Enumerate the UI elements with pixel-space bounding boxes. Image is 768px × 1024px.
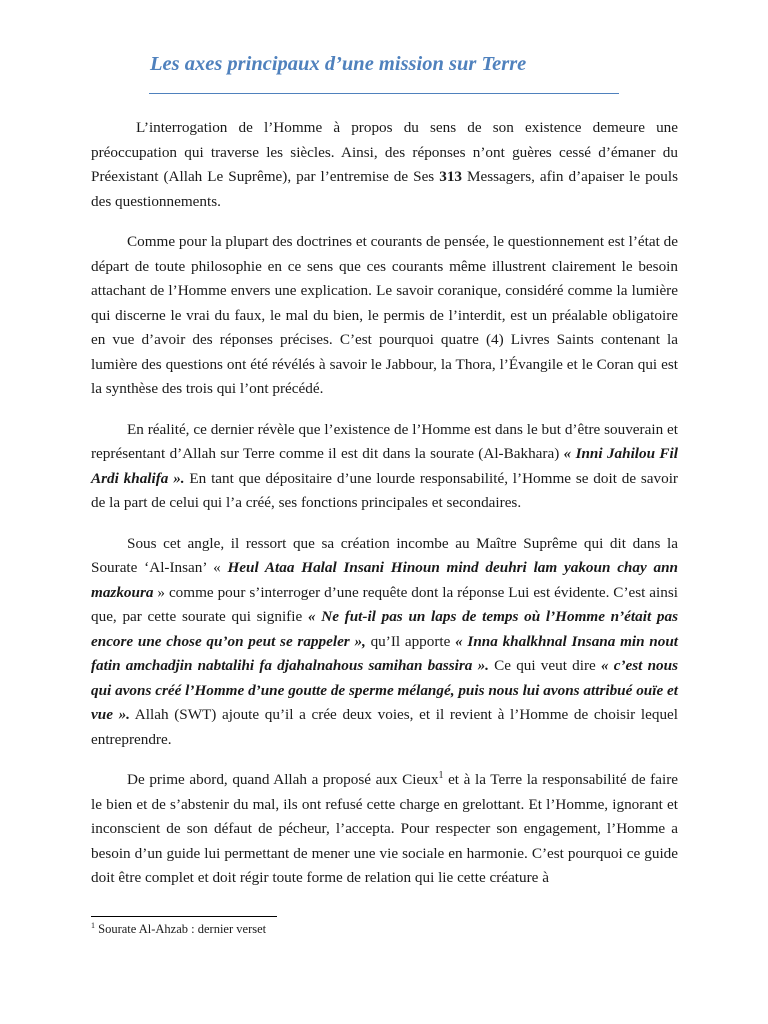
footnote-number: 1 <box>91 920 95 930</box>
paragraph-5-text-a: De prime abord, quand Allah a proposé aux Cieux <box>127 771 439 788</box>
quote-inna-khalkhnal: « Inna khalkhnal Insana min nout fatin amchadjin nabtalihi fa djahalnahous samihan bassira ». <box>91 632 678 674</box>
page-title: Les axes principaux d’une mission sur Terre <box>150 53 527 75</box>
paragraph-1 <box>91 116 678 214</box>
paragraph-5 <box>91 768 678 891</box>
document-body <box>91 116 678 907</box>
footnote <box>91 921 266 937</box>
paragraph-4 <box>91 532 678 753</box>
paragraph-2-text: Comme pour la plupart des doctrines et courants de pensée, le questionnement est l’état de départ de toute philosophie en ce sens que ces courants même illustrent clairement le besoin attachant de l’Homme envers une explication. Le savoir coranique, considéré comme la lumière qui discerne le vrai du faux, le mal du bien, le permis de l’interdit, est un préalable obligatoire en vue d’avoir des réponses précises. C’est pourquoi quatre (4) Livres Saints contenant la lumière des questions ont été révélés à savoir le Jabbour, la Thora, l’Évangile et le Coran qui est la synthèse des trois qui l’ont précédé. <box>91 233 678 397</box>
quote-al-insan-translation: « Ne fut-il pas un laps de temps où l’Homme n’était pas encore une chose qu’on peut se rappeler », <box>91 608 678 650</box>
paragraph-3-text-a: En réalité, ce dernier révèle que l’existence de l’Homme est dans le but d’être souverain et représentant d’Allah sur Terre comme il est dit dans la sourate (Al-Bakhara) <box>91 420 678 462</box>
paragraph-5-text-b: et à la Terre la responsabilité de faire le bien et de s’abstenir du mal, ils ont refusé cette charge en grelottant. Et l’Homme, ignorant et inconscient de son défaut de pécheur, l’accepta. Pour respecter son engagement, l’Homme a besoin d’un guide lui permettant de mener une vie sociale en harmonie. C’est pourquoi ce guide doit être complet et doit régir toute forme de relation qui lie cette créature à <box>91 771 679 886</box>
footnote-separator <box>91 916 277 917</box>
title-underline <box>149 93 619 94</box>
footnote-text: Sourate Al-Ahzab : dernier verset <box>95 922 267 936</box>
paragraph-4-text-b: » comme pour s’interroger d’une requête dont la réponse Lui est évidente. C’est ainsi que, par cette sourate qui signifie <box>91 583 678 625</box>
paragraph-4-text-e: Allah (SWT) ajoute qu’il a crée deux voies, et il revient à l’Homme de choisir lequel entreprendre. <box>91 706 679 748</box>
paragraph-4-text-d: Ce qui veut dire <box>488 657 601 674</box>
paragraph-4-text-c: qu’Il apporte <box>365 632 456 650</box>
paragraph-1-text-a: L’interrogation de l’Homme à propos du sens de son existence demeure une préoccupation qui traverse les siècles. Ainsi, des réponses n’ont guères cessé d’émaner du Préexistant (Allah Le Suprême), par l’entremise de Ses <box>91 119 678 185</box>
footnote-reference[interactable]: 1 <box>438 769 444 781</box>
quote-creation-translation: « c’est nous qui avons créé l’Homme d’une goutte de sperme mélangé, puis nous lui avons attribué ouïe et vue ». <box>91 657 678 723</box>
paragraph-3 <box>91 418 678 516</box>
quote-al-insan-arabic: Heul Ataa Halal Insani Hinoun mind deuhri lam yakoun chay ann mazkoura <box>91 559 678 601</box>
paragraph-1-text-b: Messagers, afin d’apaiser le pouls des questionnements. <box>91 168 679 210</box>
paragraph-2 <box>91 230 678 402</box>
quote-al-bakhara: « Inni Jahilou Fil Ardi khalifa ». <box>91 445 678 487</box>
messengers-count: 313 <box>439 168 462 185</box>
paragraph-4-text-a: Sous cet angle, il ressort que sa création incombe au Maître Suprême qui dit dans la Sourate ‘Al-Insan’ « <box>91 534 678 576</box>
paragraph-3-text-b: En tant que dépositaire d’une lourde responsabilité, l’Homme se doit de savoir de la part de celui qui l’a créé, ses fonctions principales et secondaires. <box>91 469 678 511</box>
